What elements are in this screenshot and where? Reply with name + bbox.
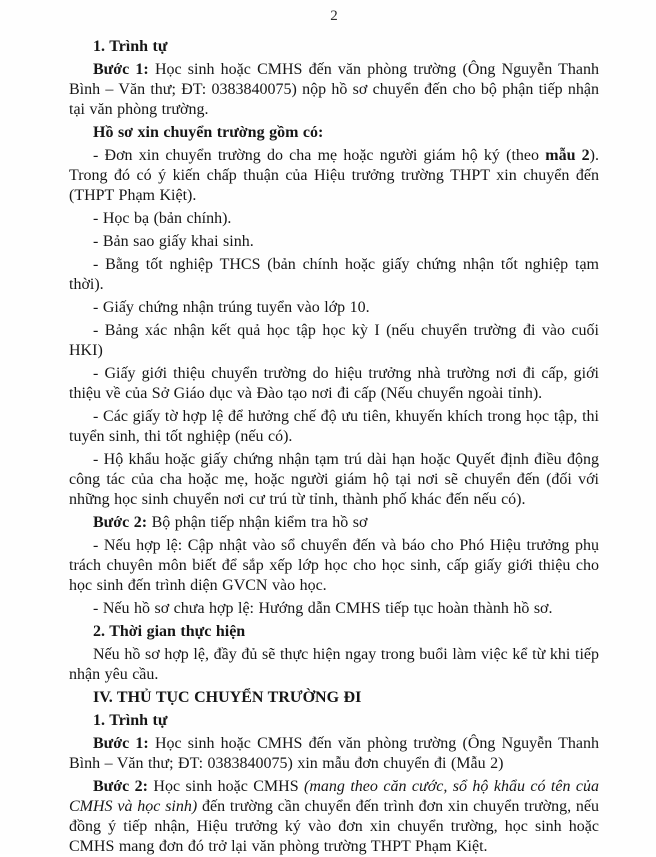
text-run: Học sinh hoặc CMHS bbox=[148, 778, 305, 795]
paragraph bbox=[69, 450, 599, 510]
paragraph bbox=[69, 734, 599, 774]
text-run: Hồ sơ xin chuyển trường gồm có: bbox=[93, 124, 324, 141]
text-run: - Bản sao giấy khai sinh. bbox=[93, 233, 254, 250]
section-heading bbox=[69, 37, 599, 57]
text-run: mẫu 2 bbox=[545, 147, 590, 164]
document-content bbox=[69, 37, 599, 857]
text-run: - Đơn xin chuyển trường do cha mẹ hoặc người giám hộ ký (theo bbox=[93, 147, 546, 164]
paragraph bbox=[69, 321, 599, 361]
text-run: 1. Trình tự bbox=[93, 712, 168, 729]
text-run: - Bằng tốt nghiệp THCS (bản chính hoặc giấy chứng nhận tốt nghiệp tạm thời). bbox=[69, 256, 599, 293]
text-run: - Nếu hồ sơ chưa hợp lệ: Hướng dẫn CMHS tiếp tục hoàn thành hồ sơ. bbox=[93, 600, 553, 617]
text-run: - Giấy chứng nhận trúng tuyển vào lớp 10. bbox=[93, 299, 370, 316]
text-run: Bộ phận tiếp nhận kiểm tra hồ sơ bbox=[147, 514, 368, 531]
paragraph bbox=[69, 298, 599, 318]
paragraph bbox=[69, 60, 599, 120]
text-run: Bước 2: bbox=[93, 514, 148, 531]
paragraph bbox=[69, 364, 599, 404]
paragraph bbox=[69, 777, 599, 857]
paragraph bbox=[69, 146, 599, 206]
paragraph bbox=[69, 209, 599, 229]
paragraph bbox=[69, 599, 599, 619]
text-run: 1. Trình tự bbox=[93, 38, 168, 55]
section-heading bbox=[69, 123, 599, 143]
paragraph bbox=[69, 645, 599, 685]
text-run: đến trường cần chuyển đến trình đơn xin chuyển trường, nếu đồng ý tiếp nhận, Hiệu trưởng ký vào đơn xin chuyển trường, học sinh hoặc CMHS mang đơn đó trở lại văn phòng trường THPT Phạm Kiệt. bbox=[69, 798, 599, 855]
text-run: - Học bạ (bản chính). bbox=[93, 210, 232, 227]
paragraph bbox=[69, 407, 599, 447]
section-heading bbox=[69, 622, 599, 642]
text-run: Học sinh hoặc CMHS đến văn phòng trường (Ông Nguyễn Thanh Bình – Văn thư; ĐT: 0383840075) xin mẫu đơn chuyển đi (Mẫu 2) bbox=[69, 735, 600, 772]
paragraph bbox=[69, 513, 599, 533]
text-run: - Hộ khẩu hoặc giấy chứng nhận tạm trú dài hạn hoặc Quyết định điều động công tác của cha hoặc mẹ, hoặc người giám hộ tại nơi sẽ chuyển đến (đối với những học sinh chuyển nơi cư trú từ tỉnh, thành phố khác đến nếu có). bbox=[69, 451, 599, 508]
paragraph bbox=[69, 536, 599, 596]
text-run: Bước 1: bbox=[93, 61, 149, 78]
section-heading bbox=[69, 688, 599, 708]
text-run: - Nếu hợp lệ: Cập nhật vào sổ chuyển đến và báo cho Phó Hiệu trưởng phụ trách chuyên môn biết để sắp xếp lớp học cho học sinh, cấp giấy giới thiệu cho học sinh đến trình diện GVCN vào học. bbox=[69, 537, 599, 594]
text-run: Học sinh hoặc CMHS đến văn phòng trường (Ông Nguyễn Thanh Bình – Văn thư; ĐT: 0383840075) nộp hồ sơ chuyển đến cho bộ phận tiếp nhận tại văn phòng trường. bbox=[69, 61, 600, 118]
text-run: IV. THỦ TỤC CHUYỂN TRƯỜNG ĐI bbox=[93, 689, 362, 706]
text-run: ). Trong đó có ý kiến chấp thuận của Hiệu trưởng trường THPT xin chuyển đến (THPT Phạm Kiệt). bbox=[69, 147, 599, 204]
text-run: - Bảng xác nhận kết quả học tập học kỳ I (nếu chuyển trường đi vào cuối HKI) bbox=[69, 322, 599, 359]
text-run: Bước 2: bbox=[93, 778, 148, 795]
paragraph bbox=[69, 255, 599, 295]
text-run: Nếu hồ sơ hợp lệ, đầy đủ sẽ thực hiện ngay trong buổi làm việc kể từ khi tiếp nhận yêu cầu. bbox=[69, 646, 599, 683]
page-number: 2 bbox=[330, 8, 338, 24]
text-run: Bước 1: bbox=[93, 735, 149, 752]
text-run: - Các giấy tờ hợp lệ để hưởng chế độ ưu tiên, khuyến khích trong học tập, thi tuyển sinh, thi tốt nghiệp (nếu có). bbox=[69, 408, 599, 445]
section-heading bbox=[69, 711, 599, 731]
text-run: 2. Thời gian thực hiện bbox=[93, 623, 246, 640]
text-run: - Giấy giới thiệu chuyển trường do hiệu trưởng nhà trường nơi đi cấp, giới thiệu về của Sở Giáo dục và Đào tạo nơi đi cấp (Nếu chuyển ngoài tỉnh). bbox=[69, 365, 599, 402]
paragraph bbox=[69, 232, 599, 252]
text-run: (mang theo căn cước, sổ hộ khẩu có tên của CMHS và học sinh) bbox=[69, 778, 600, 815]
